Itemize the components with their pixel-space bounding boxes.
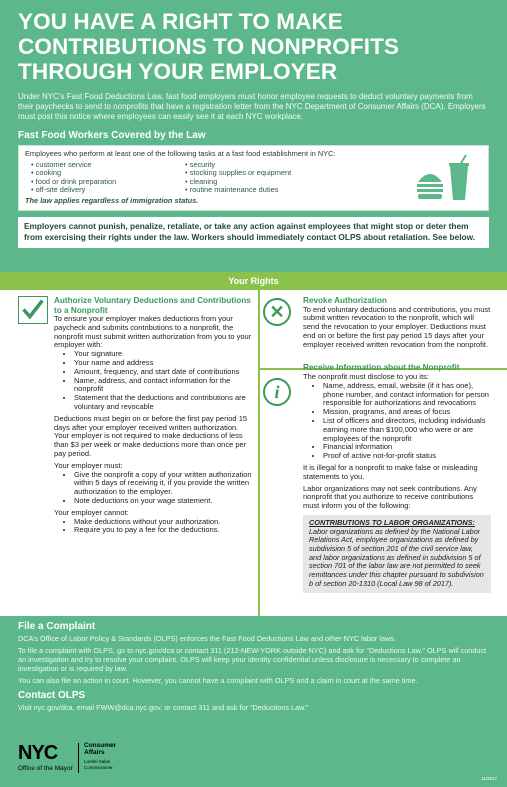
footer	[18, 622, 493, 712]
receive-title: Receive Information about the Nonprofit	[303, 363, 460, 373]
employer-must-label: Your employer must:	[54, 460, 123, 470]
header	[0, 0, 507, 141]
title-line-2: CONTRIBUTIONS TO NONPROFITS	[18, 34, 400, 59]
logo-nyc: NYC	[18, 742, 58, 764]
list-item: • Require you to pay a fee for the deductions.	[74, 526, 255, 535]
list-item: • Name, address, email, website (if it has one), phone number, and contact information for person responsible for authorizations and revocations	[323, 382, 491, 408]
revoke-section	[303, 296, 491, 349]
list-item: • Amount, frequency, and start date of contributions	[74, 368, 255, 377]
covered-list-1	[25, 161, 185, 195]
contact-text: Visit nyc.gov/dca, email FWW@dca.nyc.gov, or contact 311 and ask for “Deductions Law.”	[18, 703, 309, 712]
burger-drink-icon	[414, 154, 474, 204]
list-item: • Your signature	[74, 350, 255, 359]
complaint-p3: You can also file an action in court. However, you cannot have a complaint with OLPS and a claim in court at the same time.	[18, 676, 418, 685]
list-item: • Proof of active not-for-profit status	[323, 452, 491, 461]
authorize-title: Authorize Voluntary Deductions and Contributions to a Nonprofit	[54, 296, 251, 315]
page-title	[18, 9, 489, 84]
revoke-text: To end voluntary deductions and contributions, you must submit written revocation to the nonprofit, which will send the revocation to your employer. Deductions must end on or before the first pay period 15 days after your employer received written revocation from the nonprofit.	[303, 304, 491, 349]
contact-title: Contact OLPS	[18, 690, 86, 701]
employer-cannot-label: Your employer cannot:	[54, 507, 129, 517]
list-item: • Name, address, and contact information for the nonprofit	[74, 377, 255, 395]
logo-office: Office of the Mayor	[18, 765, 73, 772]
complaint-p1: DCA’s Office of Labor Policy & Standards (OLPS) enforces the Fast Food Deductions Law and other NYC labor laws.	[18, 634, 396, 643]
authorize-section	[18, 296, 255, 535]
rights-title: Your Rights	[0, 272, 507, 290]
covered-title: Fast Food Workers Covered by the Law	[18, 130, 206, 141]
list-item: • Note deductions on your wage statement.	[74, 497, 255, 506]
complaint-title: File a Complaint	[18, 621, 96, 632]
list-item: • cooking	[31, 169, 185, 178]
authorize-lead: To ensure your employer makes deductions from your paycheck and submits contributions to a nonprofit, the nonprofit must submit written authorization from you to your employer with:	[54, 314, 252, 350]
receive-list	[303, 382, 491, 461]
list-item: • Give the nonprofit a copy of your written authorization within 5 days of receiving it, if you provide the written authorization to the employer.	[74, 471, 255, 497]
labor-org-box	[303, 515, 491, 593]
revoke-title: Revoke Authorization	[303, 296, 387, 305]
info-circle-icon: i	[263, 378, 291, 406]
list-item: • Financial information	[323, 443, 491, 452]
complaint-p2: To file a complaint with OLPS, go to nyc.gov/dca or contact 311 (212-NEW-YORK outside NYC) and ask for “Deductions Law.” OLPS will conduct an investigation and try to resolve your complaint. OLPS will keep your identity confidential unless disclosure is necessary to complete an investigation or is required by law.	[18, 646, 487, 673]
list-item: • Mission, programs, and areas of focus	[323, 408, 491, 417]
list-item: • off-site delivery	[31, 186, 185, 195]
x-circle-icon: ✕	[263, 298, 291, 326]
nyc-logo	[18, 742, 148, 778]
immigration-note: The law applies regardless of immigration status.	[25, 195, 199, 205]
logo-agency	[84, 742, 116, 756]
title-line-3: THROUGH YOUR EMPLOYER	[18, 59, 338, 84]
list-item: • cleaning	[185, 178, 345, 187]
employer-cannot-list	[54, 518, 255, 536]
covered-list-2	[185, 161, 345, 195]
authorize-list	[54, 350, 255, 412]
retaliation-warning: Employers cannot punish, penalize, retaliate, or take any action against employees that might stop or deter them from exercising their rights under the law. Workers should immediately contact OLPS about retaliation. See below.	[18, 217, 489, 248]
labor-org-title: CONTRIBUTIONS TO LABOR ORGANIZATIONS:	[309, 517, 475, 527]
logo-divider	[78, 743, 79, 773]
list-item: • Statement that the deductions and contributions are voluntary and revocable	[74, 394, 255, 412]
title-line-1: YOU HAVE A RIGHT TO MAKE	[18, 9, 343, 34]
document-code: 11/2017	[481, 776, 497, 781]
receive-p3: Labor organizations may not seek contributions. Any nonprofit that you authorize to receive contributions must inform you of the following:	[303, 483, 477, 511]
intro-text: Under NYC’s Fast Food Deductions Law, fast food employers must honor employee requests to deduct voluntary payments from their paychecks to send to nonprofits that have a registration letter from the NYC Department of Consumer Affairs (DCA). Employers must post this notice where employees can easily see it at each NYC workplace.	[18, 92, 486, 121]
right-column	[263, 290, 491, 593]
covered-box	[18, 145, 489, 211]
logo-commissioner-1: Lorelei Salas	[84, 759, 111, 764]
receive-section	[303, 363, 491, 592]
list-item: • routine maintenance duties	[185, 186, 345, 195]
employer-must-list	[54, 471, 255, 506]
receive-p2: It is illegal for a nonprofit to make false or misleading statements to you.	[303, 462, 478, 481]
rights-panel	[0, 290, 507, 616]
list-item: • stocking supplies or equipment	[185, 169, 345, 178]
column-divider	[258, 290, 260, 616]
list-item: • Make deductions without your authorization.	[74, 518, 255, 527]
list-item: • food or drink preparation	[31, 178, 185, 187]
logo-commissioner	[84, 759, 113, 770]
list-item: • Your name and address	[74, 359, 255, 368]
list-item: • customer service	[31, 161, 185, 170]
checkmark-icon	[18, 296, 48, 324]
logo-commissioner-2: Commissioner	[84, 764, 113, 770]
covered-lead: Employees who perform at least one of the following tasks at a fast food establishment in NYC:	[25, 149, 336, 158]
logo-agency-1: Consumer	[84, 742, 117, 749]
list-item: • List of officers and directors, including individuals earning more than $100,000 who were or are employees of the nonprofit	[323, 417, 491, 443]
logo-agency-2: Affairs	[84, 749, 105, 756]
authorize-p2: Deductions must begin on or before the first pay period 15 days after your employer received written authorization. Your employer is not required to make deductions of less than $3 per week or make deductions more than once per pay period.	[54, 413, 248, 458]
list-item: • security	[185, 161, 345, 170]
receive-lead: The nonprofit must disclose to you its:	[303, 371, 429, 381]
labor-org-text: Labor organizations as defined by the National Labor Relations Act, employee organizations as defined by subdivision 5 of section 201 of the civil service law, and labor organizations as defined in subdivision 5 of section 701 of the labor law are not permitted to seek remittances under this chapter pursuant to subdivision b of section 20-1310 (Local Law 98 of 2017).	[309, 526, 484, 588]
